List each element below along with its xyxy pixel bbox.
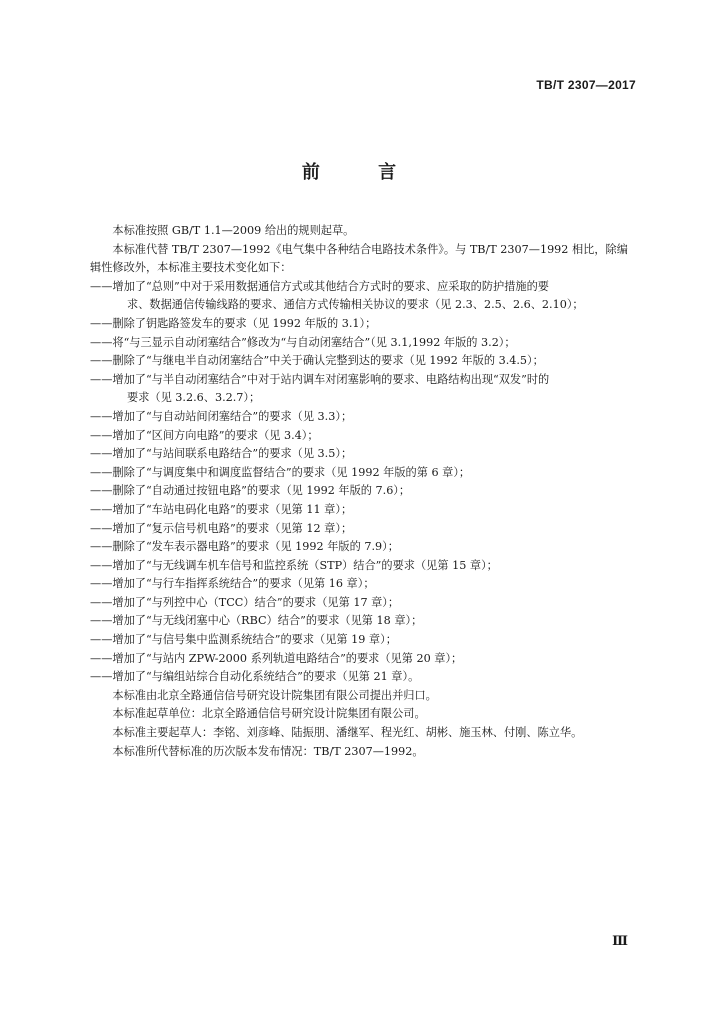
change-item: ——将“与三显示自动闭塞结合”修改为“与自动闭塞结合”（见 3.1,1992 年版的 3.2）； [90, 335, 516, 349]
change-item: ——删除了“与继电半自动闭塞结合”中关于确认完整到达的要求（见 1992 年版的 3.4.5）； [90, 354, 544, 368]
standard-number: TB/T 2307—2017 [536, 78, 636, 92]
change-item: ——增加了“区间方向电路”的要求（见 3.4）； [90, 428, 319, 442]
closing-paragraph: 本标准主要起草人：李铭、刘彦峰、陆振朋、潘继军、程光红、胡彬、施玉林、付刚、陈立华。 [112, 726, 583, 740]
change-item: ——增加了“与行车指挥系统结合”的要求（见第 16 章）； [90, 577, 375, 591]
page-title: 前 言 [301, 162, 423, 183]
change-item: ——增加了“与站间联系电路结合”的要求（见 3.5）； [90, 447, 353, 461]
page-number: Ⅲ [612, 934, 628, 949]
change-item: ——增加了“复示信号机电路”的要求（见第 12 章）； [90, 521, 353, 535]
foreword-body [90, 222, 638, 761]
change-item: ——增加了“总则”中对于采用数据通信方式或其他结合方式时的要求、应采取的防护措施的要 求、数据通信传输线路的要求、通信方式传输相关协议的要求（见 2.3、2.5、2.6、2.10）； [90, 279, 584, 312]
change-item: ——增加了“车站电码化电路”的要求（见第 11 章）； [90, 502, 353, 516]
change-item: ——增加了“与列控中心（TCC）结合”的要求（见第 17 章）； [90, 595, 400, 609]
closing-paragraph: 本标准由北京全路通信信号研究设计院集团有限公司提出并归口。 [112, 688, 437, 702]
change-item: ——增加了“与信号集中监测系统结合”的要求（见第 19 章）； [90, 633, 397, 647]
closing-paragraph: 本标准所代替标准的历次版本发布情况：TB/T 2307—1992。 [112, 744, 424, 758]
change-item: ——增加了“与站内 ZPW-2000 系列轨道电路结合”的要求（见第 20 章）； [90, 651, 463, 665]
change-item: ——增加了“与无线闭塞中心（RBC）结合”的要求（见第 18 章）； [90, 614, 423, 628]
intro-paragraph: 本标准代替 TB/T 2307—1992《电气集中各种结合电路技术条件》。与 TB/T 2307—1992 相比，除编辑性修改外，本标准主要技术变化如下： [90, 242, 628, 275]
change-item: ——删除了“与调度集中和调度监督结合”的要求（见 1992 年版的第 6 章）； [90, 465, 471, 479]
intro-paragraph: 本标准按照 GB/T 1.1—2009 给出的规则起草。 [112, 224, 355, 237]
change-item: ——增加了“与编组站综合自动化系统结合”的要求（见第 21 章）。 [90, 670, 420, 684]
change-item: ——删除了钥匙路签发车的要求（见 1992 年版的 3.1）； [90, 316, 377, 330]
closing-paragraph: 本标准起草单位：北京全路通信信号研究设计院集团有限公司。 [112, 707, 426, 721]
change-item: ——删除了“发车表示器电路”的要求（见 1992 年版的 7.9）； [90, 540, 399, 554]
change-item: ——增加了“与半自动闭塞结合”中对于站内调车对闭塞影响的要求、电路结构出现“双发”时的 要求（见 3.2.6、3.2.7）； [90, 372, 550, 405]
change-item: ——增加了“与自动站间闭塞结合”的要求（见 3.3）； [90, 409, 353, 423]
change-item: ——增加了“与无线调车机车信号和监控系统（STP）结合”的要求（见第 15 章）； [90, 558, 498, 572]
change-item: ——删除了“自动通过按钮电路”的要求（见 1992 年版的 7.6）； [90, 484, 411, 498]
